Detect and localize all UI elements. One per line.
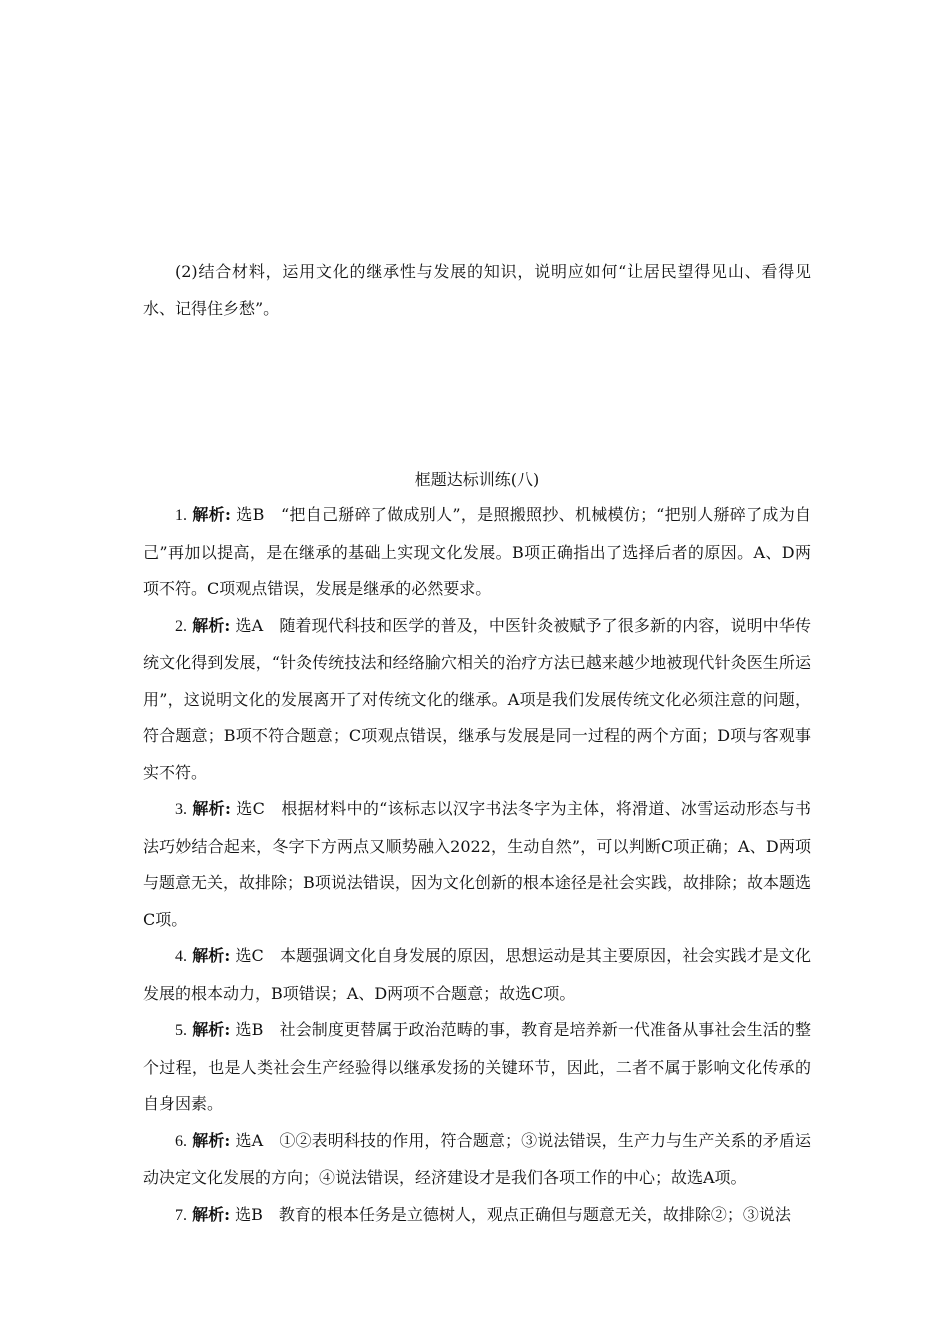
answer-item-5 bbox=[143, 1012, 811, 1123]
answer-label: 解析: bbox=[192, 1204, 231, 1224]
question-2-text: (2)结合材料，运用文化的继承性与发展的知识，说明应如何“让居民望得见山、看得见水、记得住乡愁”。 bbox=[143, 262, 811, 318]
answer-text: 选A ①②表明科技的作用，符合题意；③说法错误，生产力与生产关系的矛盾运动决定文化发展的方向；④说法错误，经济建设才是我们各项工作的中心；故选A项。 bbox=[143, 1130, 811, 1187]
answer-label: 解析: bbox=[192, 1130, 231, 1150]
answer-item-1 bbox=[143, 497, 811, 608]
answer-number: 6. bbox=[175, 1132, 187, 1150]
answer-label: 解析: bbox=[192, 505, 231, 524]
answer-label: 解析: bbox=[192, 946, 231, 965]
answer-number: 3. bbox=[175, 801, 187, 818]
answer-text: 选C 根据材料中的“该标志以汉字书法冬字为主体，将滑道、冰雪运动形态与书法巧妙结合起来，冬字下方两点又顺势融入2022，生动自然”，可以判断C项正确；A、D两项与题意无关，故排除；B项说法错误，因为文化创新的根本途径是社会实践，故排除；故本题选C项。 bbox=[143, 799, 811, 929]
answer-number: 2. bbox=[175, 617, 187, 635]
question-2 bbox=[143, 254, 811, 327]
answer-item-3 bbox=[143, 791, 811, 938]
answer-item-4 bbox=[143, 938, 811, 1012]
answer-text: 选B 社会制度更替属于政治范畴的事，教育是培养新一代准备从事社会生活的整个过程，也是人类社会生产经验得以继承发扬的关键环节，因此，二者不属于影响文化传承的自身因素。 bbox=[143, 1020, 811, 1113]
answer-item-7 bbox=[143, 1197, 811, 1235]
answer-list bbox=[143, 497, 811, 1234]
answer-number: 1. bbox=[175, 507, 187, 524]
section-title: 框题达标训练(八) bbox=[414, 470, 540, 489]
answer-number: 5. bbox=[175, 1022, 187, 1039]
answer-text: 选B “把自己掰碎了做成别人”，是照搬照抄、机械模仿；“把别人掰碎了成为自己”再加以提高，是在继承的基础上实现文化发展。B项正确指出了选择后者的原因。A、D两项不符。C项观点错误，发展是继承的必然要求。 bbox=[143, 505, 811, 598]
answer-label: 解析: bbox=[192, 799, 231, 818]
answer-text: 选A 随着现代科技和医学的普及，中医针灸被赋予了很多新的内容，说明中华传统文化得到发展，“针灸传统技法和经络腧穴相关的治疗方法已越来越少地被现代针灸医生所运用”，这说明文化的发展离开了对传统文化的继承。A项是我们发展传统文化必须注意的问题，符合题意；B项不符合题意；C项观点错误，继承与发展是同一过程的两个方面；D项与客观事实不符。 bbox=[143, 615, 811, 782]
answer-item-2 bbox=[143, 608, 811, 792]
answer-text: 选B 教育的根本任务是立德树人，观点正确但与题意无关，故排除②；③说法 bbox=[230, 1204, 791, 1224]
answer-number: 7. bbox=[175, 1206, 187, 1224]
answer-label: 解析: bbox=[192, 1020, 231, 1039]
answer-text: 选C 本题强调文化自身发展的原因，思想运动是其主要原因，社会实践才是文化发展的根本动力，B项错误；A、D两项不合题意；故选C项。 bbox=[143, 946, 811, 1003]
answer-item-6 bbox=[143, 1123, 811, 1197]
answer-label: 解析: bbox=[192, 615, 231, 635]
answer-number: 4. bbox=[175, 948, 187, 965]
